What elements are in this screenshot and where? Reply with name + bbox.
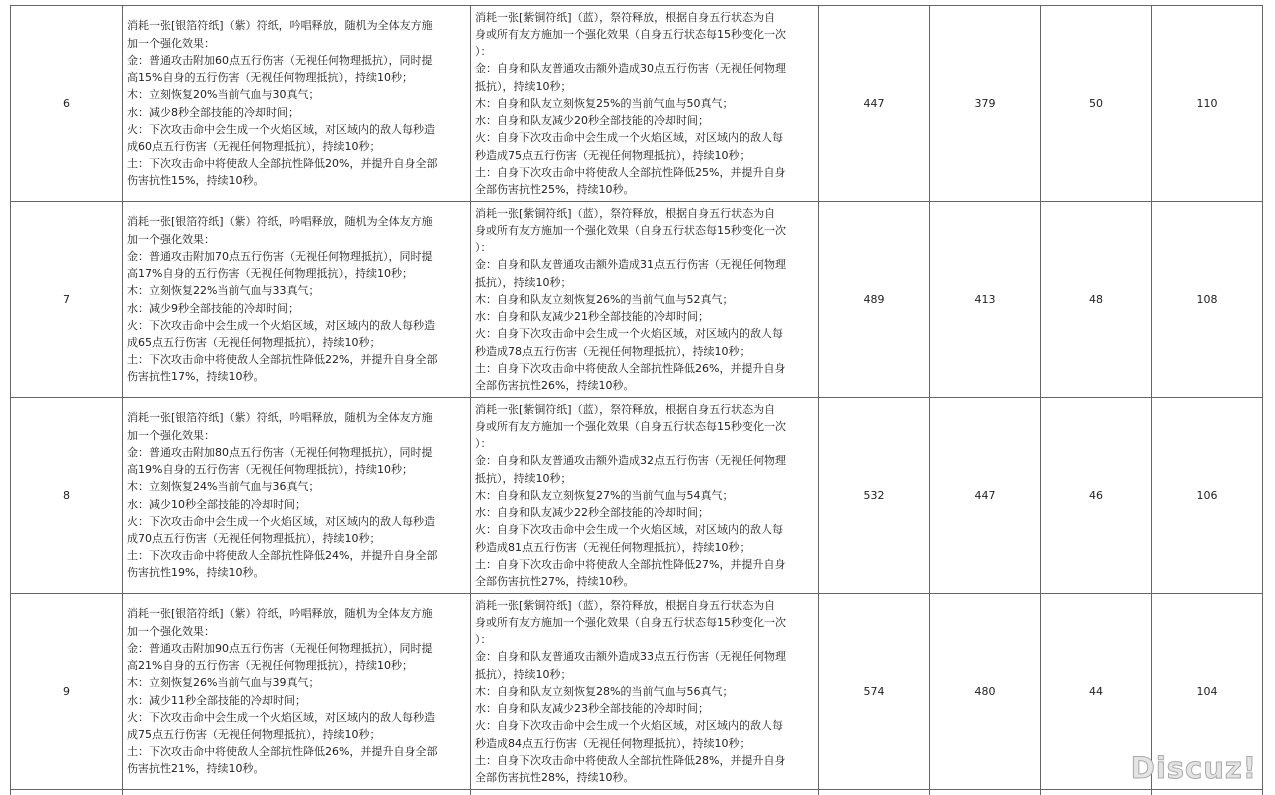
bronze-effect-line: 全部伤害抗性27%，持续10秒。	[475, 574, 635, 588]
silver-effect-line: 加一个强化效果：	[127, 428, 215, 442]
table-row	[11, 594, 1263, 790]
silver-effect-line: 土：下次攻击命中将使敌人全部抗性降低22%，并提升自身全部	[127, 353, 438, 367]
bronze-talisman-effect-cell	[471, 6, 819, 202]
silver-talisman-effect-cell	[123, 202, 471, 398]
silver-effect-line: 木：立刻恢复26%当前气血与39真气；	[127, 676, 320, 690]
silver-effect-line: 火：下次攻击命中会生成一个火焰区域，对区域内的敌人每秒造	[127, 122, 435, 136]
stat-value-2: 413	[974, 293, 996, 306]
table-row	[11, 202, 1263, 398]
bronze-talisman-effect-text	[475, 401, 814, 590]
level-value: 7	[63, 293, 70, 306]
stat-value-3: 50	[1089, 97, 1103, 110]
empty-cell	[123, 790, 471, 795]
silver-effect-line: 火：下次攻击命中会生成一个火焰区域，对区域内的敌人每秒造	[127, 710, 435, 724]
bronze-effect-line: 秒造成84点五行伤害（无视任何物理抵抗），持续10秒；	[475, 736, 751, 750]
bronze-talisman-effect-text	[475, 9, 814, 198]
bronze-effect-line: 土：自身下次攻击命中将使敌人全部抗性降低28%，并提升自身	[475, 753, 786, 767]
level-cell	[11, 202, 123, 398]
silver-effect-line: 土：下次攻击命中将使敌人全部抗性降低20%，并提升自身全部	[127, 157, 438, 171]
silver-effect-line: 金：普通攻击附加90点五行伤害（无视任何物理抵抗），同时提	[127, 641, 433, 655]
stat-value-2: 379	[974, 97, 996, 110]
bronze-talisman-effect-cell	[471, 202, 819, 398]
empty-cell	[930, 790, 1041, 795]
stat-cell-4	[1152, 202, 1263, 398]
stat-value-4: 108	[1196, 293, 1218, 306]
level-value: 8	[63, 489, 70, 502]
silver-effect-line: 金：普通攻击附加60点五行伤害（无视任何物理抵抗），同时提	[127, 53, 433, 67]
stat-cell-4	[1152, 6, 1263, 202]
bronze-effect-line: 水：自身和队友减少23秒全部技能的冷却时间；	[475, 702, 709, 716]
table-row	[11, 6, 1263, 202]
silver-effect-line: 水：减少10秒全部技能的冷却时间；	[127, 497, 306, 511]
bronze-effect-line: 抵抗），持续10秒；	[475, 471, 572, 485]
silver-effect-line: 消耗一张[银箔符纸]（紫）符纸，吟唱释放，随机为全体友方施	[127, 215, 433, 229]
level-cell	[11, 594, 123, 790]
bronze-effect-line: 身或所有友方施加一个强化效果（自身五行状态每15秒变化一次	[475, 420, 786, 434]
bronze-effect-line: 抵抗），持续10秒；	[475, 275, 572, 289]
silver-effect-line: 火：下次攻击命中会生成一个火焰区域，对区域内的敌人每秒造	[127, 514, 435, 528]
silver-effect-line: 土：下次攻击命中将使敌人全部抗性降低24%，并提升自身全部	[127, 549, 438, 563]
bronze-effect-line: 土：自身下次攻击命中将使敌人全部抗性降低27%，并提升自身	[475, 557, 786, 571]
bronze-effect-line: 身或所有友方施加一个强化效果（自身五行状态每15秒变化一次	[475, 224, 786, 238]
bronze-effect-line: 土：自身下次攻击命中将使敌人全部抗性降低25%，并提升自身	[475, 165, 786, 179]
bronze-effect-line: 金：自身和队友普通攻击额外造成31点五行伤害（无视任何物理	[475, 258, 786, 272]
stat-value-1: 574	[863, 685, 885, 698]
silver-effect-line: 成75点五行伤害（无视任何物理抵抗），持续10秒；	[127, 727, 381, 741]
silver-effect-line: 火：下次攻击命中会生成一个火焰区域，对区域内的敌人每秒造	[127, 318, 435, 332]
stat-cell-3	[1041, 6, 1152, 202]
silver-effect-line: 土：下次攻击命中将使敌人全部抗性降低26%，并提升自身全部	[127, 745, 438, 759]
stat-value-1: 489	[863, 293, 885, 306]
table-row-partial	[11, 790, 1263, 795]
silver-effect-line: 木：立刻恢复22%当前气血与33真气；	[127, 284, 320, 298]
level-cell	[11, 398, 123, 594]
silver-effect-line: 加一个强化效果：	[127, 36, 215, 50]
silver-talisman-effect-text	[127, 605, 466, 777]
bronze-effect-line: 木：自身和队友立刻恢复28%的当前气血与56真气；	[475, 684, 734, 698]
silver-effect-line: 伤害抗性21%，持续10秒。	[127, 762, 265, 776]
empty-cell	[1152, 790, 1263, 795]
bronze-effect-line: 全部伤害抗性28%，持续10秒。	[475, 770, 635, 784]
stat-value-1: 532	[863, 489, 885, 502]
silver-effect-line: 伤害抗性19%，持续10秒。	[127, 566, 265, 580]
stat-cell-2	[930, 398, 1041, 594]
bronze-effect-line: 火：自身下次攻击命中会生成一个火焰区域，对区域内的敌人每	[475, 131, 783, 145]
bronze-effect-line: 消耗一张[紫铜符纸]（蓝），祭符释放，根据自身五行状态为自	[475, 402, 776, 416]
silver-effect-line: 消耗一张[银箔符纸]（紫）符纸，吟唱释放，随机为全体友方施	[127, 19, 433, 33]
bronze-effect-line: ）：	[475, 241, 492, 255]
bronze-effect-line: 水：自身和队友减少22秒全部技能的冷却时间；	[475, 506, 709, 520]
stat-value-2: 480	[974, 685, 996, 698]
silver-effect-line: 水：减少9秒全部技能的冷却时间；	[127, 301, 299, 315]
bronze-effect-line: ）：	[475, 45, 492, 59]
bronze-effect-line: 火：自身下次攻击命中会生成一个火焰区域，对区域内的敌人每	[475, 327, 783, 341]
silver-effect-line: 高15%自身的五行伤害（无视任何物理抵抗），持续10秒；	[127, 71, 413, 85]
silver-talisman-effect-cell	[123, 6, 471, 202]
silver-effect-line: 伤害抗性17%，持续10秒。	[127, 370, 265, 384]
stat-cell-3	[1041, 398, 1152, 594]
silver-effect-line: 消耗一张[银箔符纸]（紫）符纸，吟唱释放，随机为全体友方施	[127, 607, 433, 621]
empty-cell	[1041, 790, 1152, 795]
silver-talisman-effect-text	[127, 409, 466, 581]
bronze-effect-line: 抵抗），持续10秒；	[475, 667, 572, 681]
silver-effect-line: 高19%自身的五行伤害（无视任何物理抵抗），持续10秒；	[127, 463, 413, 477]
stat-cell-2	[930, 594, 1041, 790]
silver-effect-line: 高17%自身的五行伤害（无视任何物理抵抗），持续10秒；	[127, 267, 413, 281]
bronze-effect-line: ）：	[475, 437, 492, 451]
bronze-effect-line: 消耗一张[紫铜符纸]（蓝），祭符释放，根据自身五行状态为自	[475, 10, 776, 24]
stat-value-2: 447	[974, 489, 996, 502]
silver-effect-line: 高21%自身的五行伤害（无视任何物理抵抗），持续10秒；	[127, 659, 413, 673]
bronze-effect-line: 金：自身和队友普通攻击额外造成30点五行伤害（无视任何物理	[475, 62, 786, 76]
bronze-effect-line: 金：自身和队友普通攻击额外造成32点五行伤害（无视任何物理	[475, 454, 786, 468]
silver-effect-line: 金：普通攻击附加70点五行伤害（无视任何物理抵抗），同时提	[127, 249, 433, 263]
silver-effect-line: 成70点五行伤害（无视任何物理抵抗），持续10秒；	[127, 531, 381, 545]
silver-talisman-effect-text	[127, 213, 466, 385]
bronze-effect-line: 水：自身和队友减少21秒全部技能的冷却时间；	[475, 310, 709, 324]
stat-cell-4	[1152, 398, 1263, 594]
skill-level-table	[10, 5, 1263, 795]
table-body	[11, 6, 1263, 795]
level-cell	[11, 6, 123, 202]
silver-talisman-effect-cell	[123, 594, 471, 790]
silver-effect-line: 成65点五行伤害（无视任何物理抵抗），持续10秒；	[127, 335, 381, 349]
bronze-effect-line: 木：自身和队友立刻恢复25%的当前气血与50真气；	[475, 96, 734, 110]
silver-effect-line: 成60点五行伤害（无视任何物理抵抗），持续10秒；	[127, 139, 381, 153]
discuz-watermark: Discuz!	[1130, 751, 1257, 785]
bronze-effect-line: 木：自身和队友立刻恢复26%的当前气血与52真气；	[475, 292, 734, 306]
stat-cell-1	[819, 594, 930, 790]
bronze-talisman-effect-cell	[471, 398, 819, 594]
stat-value-3: 44	[1089, 685, 1103, 698]
stat-value-4: 110	[1196, 97, 1218, 110]
level-value: 6	[63, 97, 70, 110]
empty-cell	[819, 790, 930, 795]
silver-talisman-effect-cell	[123, 398, 471, 594]
silver-effect-line: 金：普通攻击附加80点五行伤害（无视任何物理抵抗），同时提	[127, 445, 433, 459]
stat-value-3: 46	[1089, 489, 1103, 502]
silver-effect-line: 木：立刻恢复20%当前气血与30真气；	[127, 88, 320, 102]
bronze-effect-line: ）：	[475, 633, 492, 647]
stat-cell-1	[819, 398, 930, 594]
bronze-talisman-effect-text	[475, 597, 814, 786]
bronze-talisman-effect-cell	[471, 594, 819, 790]
silver-talisman-effect-text	[127, 17, 466, 189]
stat-value-3: 48	[1089, 293, 1103, 306]
stat-value-4: 104	[1196, 685, 1218, 698]
bronze-effect-line: 消耗一张[紫铜符纸]（蓝），祭符释放，根据自身五行状态为自	[475, 598, 776, 612]
bronze-effect-line: 身或所有友方施加一个强化效果（自身五行状态每15秒变化一次	[475, 616, 786, 630]
silver-effect-line: 水：减少8秒全部技能的冷却时间；	[127, 105, 299, 119]
empty-cell	[471, 790, 819, 795]
bronze-effect-line: 火：自身下次攻击命中会生成一个火焰区域，对区域内的敌人每	[475, 719, 783, 733]
bronze-effect-line: 秒造成81点五行伤害（无视任何物理抵抗），持续10秒；	[475, 540, 751, 554]
stat-value-1: 447	[863, 97, 885, 110]
bronze-effect-line: 消耗一张[紫铜符纸]（蓝），祭符释放，根据自身五行状态为自	[475, 206, 776, 220]
table-row	[11, 398, 1263, 594]
bronze-effect-line: 金：自身和队友普通攻击额外造成33点五行伤害（无视任何物理	[475, 650, 786, 664]
silver-effect-line: 加一个强化效果：	[127, 232, 215, 246]
stat-cell-2	[930, 202, 1041, 398]
silver-effect-line: 加一个强化效果：	[127, 624, 215, 638]
bronze-effect-line: 土：自身下次攻击命中将使敌人全部抗性降低26%，并提升自身	[475, 361, 786, 375]
stat-cell-2	[930, 6, 1041, 202]
silver-effect-line: 伤害抗性15%，持续10秒。	[127, 174, 265, 188]
stat-cell-1	[819, 6, 930, 202]
bronze-effect-line: 秒造成75点五行伤害（无视任何物理抵抗），持续10秒；	[475, 148, 751, 162]
stat-value-4: 106	[1196, 489, 1218, 502]
stat-cell-3	[1041, 202, 1152, 398]
bronze-talisman-effect-text	[475, 205, 814, 394]
level-value: 9	[63, 685, 70, 698]
silver-effect-line: 消耗一张[银箔符纸]（紫）符纸，吟唱释放，随机为全体友方施	[127, 411, 433, 425]
bronze-effect-line: 身或所有友方施加一个强化效果（自身五行状态每15秒变化一次	[475, 28, 786, 42]
bronze-effect-line: 秒造成78点五行伤害（无视任何物理抵抗），持续10秒；	[475, 344, 751, 358]
empty-cell	[11, 790, 123, 795]
silver-effect-line: 木：立刻恢复24%当前气血与36真气；	[127, 480, 320, 494]
bronze-effect-line: 水：自身和队友减少20秒全部技能的冷却时间；	[475, 114, 709, 128]
bronze-effect-line: 火：自身下次攻击命中会生成一个火焰区域，对区域内的敌人每	[475, 523, 783, 537]
bronze-effect-line: 全部伤害抗性25%，持续10秒。	[475, 182, 635, 196]
silver-effect-line: 水：减少11秒全部技能的冷却时间；	[127, 693, 306, 707]
bronze-effect-line: 木：自身和队友立刻恢复27%的当前气血与54真气；	[475, 488, 734, 502]
stat-cell-1	[819, 202, 930, 398]
bronze-effect-line: 全部伤害抗性26%，持续10秒。	[475, 378, 635, 392]
bronze-effect-line: 抵抗），持续10秒；	[475, 79, 572, 93]
